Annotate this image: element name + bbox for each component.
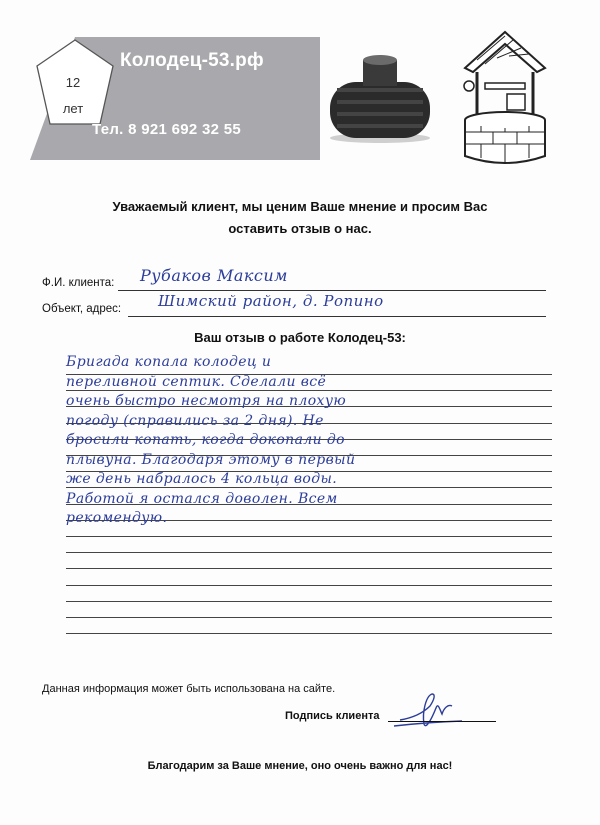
thanks-note: Благодарим за Ваше мнение, оно очень важно для нас! [147, 760, 453, 772]
review-line: плывуна. Благодаря этому в первый [66, 451, 356, 468]
page-heading [40, 196, 560, 240]
review-line: Работой я остался доволен. Всем [66, 490, 338, 507]
ruled-line [66, 390, 552, 391]
ruled-line [66, 585, 552, 586]
client-name-value: Рубаков Максим [140, 266, 288, 285]
ruled-line [66, 568, 552, 569]
well-illustration [455, 28, 555, 168]
address-value: Шимский район, д. Ропино [158, 292, 384, 310]
review-line: погоду (справились за 2 дня). Не [66, 412, 324, 429]
client-name-label: Ф.И. клиента: [42, 277, 115, 289]
review-line: рекомендую. [66, 510, 168, 526]
signature-label: Подпись клиента [285, 710, 380, 722]
client-signature [392, 688, 472, 733]
address-line [128, 316, 546, 317]
heading-line-1: Уважаемый клиент, мы ценим Ваше мнение и просим Вас [112, 199, 488, 214]
heading-line-2: оставить отзыв о нас. [228, 221, 372, 236]
brand-name: Колодец-53.рф [120, 50, 264, 71]
ruled-line [66, 601, 552, 602]
septic-tank-illustration [325, 50, 435, 145]
signature-line [388, 721, 496, 722]
review-line: переливной септик. Сделали всё [66, 373, 327, 390]
usage-note: Данная информация может быть использована на сайте. [42, 683, 336, 695]
review-line: бросили копать, когда докопали до [66, 432, 345, 448]
review-title: Ваш отзыв о работе Колодец-53: [194, 330, 406, 345]
years-number: 12 [65, 75, 81, 90]
brand-phone: Тел. 8 921 692 32 55 [92, 121, 242, 138]
years-unit: лет [62, 101, 84, 116]
review-line: Бригада копала колодец и [66, 354, 272, 370]
ruled-line [66, 617, 552, 618]
ruled-line [66, 552, 552, 553]
review-line: очень быстро несмотря на плохую [66, 393, 347, 409]
review-line: же день набралось 4 кольца воды. [66, 471, 338, 487]
ruled-line [66, 487, 552, 488]
ruled-line [66, 536, 552, 537]
client-name-line [118, 290, 546, 291]
ruled-line [66, 633, 552, 634]
years-badge [58, 70, 88, 122]
address-label: Объект, адрес: [42, 303, 122, 315]
